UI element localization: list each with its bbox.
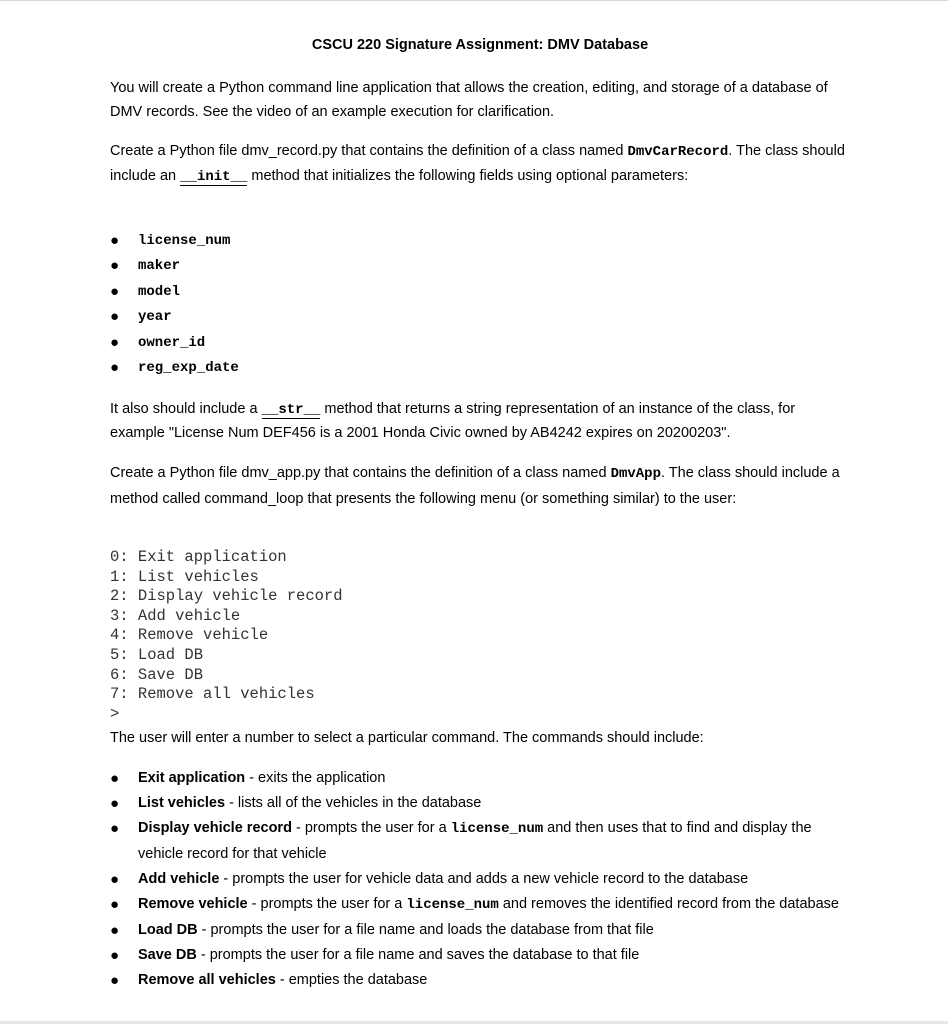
menu-line: 3: Add vehicle	[110, 606, 241, 625]
menu-line: 6: Save DB	[110, 665, 204, 684]
app-text-pre: Create a Python file dmv_app.py that contains the definition of a class named	[110, 465, 611, 481]
field-item	[110, 330, 850, 355]
field-item	[110, 279, 850, 304]
intro-paragraph: You will create a Python command line application that allows the creation, editing, and storage of a database of DMV records. See the video of an example execution for clarification.	[110, 80, 828, 120]
fields-list	[110, 228, 850, 380]
menu-line: 2: Display vehicle record	[110, 587, 343, 606]
page-title: CSCU 220 Signature Assignment: DMV Database	[311, 37, 649, 53]
command-item	[110, 892, 850, 918]
command-item	[110, 943, 850, 968]
page-top-border	[0, 0, 948, 1]
field-item	[110, 253, 850, 278]
command-item	[110, 766, 850, 791]
command-name: Load DB	[138, 922, 198, 938]
menu-line: 7: Remove all vehicles	[110, 685, 315, 704]
str-text-post: method that returns a string representation of an instance of the class, for example "License Num DEF456 is a 2001 Honda Civic owned by AB4242 expires on 20200203".	[110, 401, 796, 441]
menu-code-block	[110, 548, 343, 724]
command-desc-cont: and removes the identified record from the database	[498, 896, 839, 912]
command-name: Save DB	[138, 947, 197, 963]
bullet-icon: ●	[110, 257, 120, 275]
str-text-pre: It also should include a	[110, 401, 262, 417]
record-text-pre: Create a Python file dmv_record.py that contains the definition of a class named	[110, 143, 628, 159]
str-method-token: __str__	[261, 402, 321, 418]
record-text-post: method that initializes the following fields using optional parameters:	[247, 168, 689, 184]
menu-prompt: >	[110, 704, 120, 723]
bullet-icon: ●	[110, 947, 120, 964]
record-text-mid: . The class should include an	[110, 143, 845, 184]
field-name: license_num	[138, 233, 231, 249]
command-desc-cont: and then uses that to find and display the vehicle record for that vehicle	[138, 820, 812, 862]
bullet-icon: ●	[110, 795, 120, 812]
app-text-post: . The class should include a method called command_loop that presents the following menu (or something similar) to the user:	[110, 465, 840, 507]
command-desc: - prompts the user for a	[291, 820, 451, 836]
bullet-icon: ●	[110, 820, 120, 837]
commands-list	[110, 766, 850, 993]
bullet-icon: ●	[110, 358, 120, 376]
field-name: model	[138, 283, 181, 300]
field-name: owner_id	[138, 334, 206, 351]
bullet-icon: ●	[110, 922, 120, 939]
command-desc: - prompts the user for vehicle data and adds a new vehicle record to the database	[219, 871, 749, 887]
command-desc: - prompts the user for a file name and loads the database from that file	[197, 922, 654, 938]
command-desc: - exits the application	[245, 770, 386, 786]
bullet-icon: ●	[110, 972, 120, 989]
field-item	[110, 304, 850, 329]
menu-line: 5: Load DB	[110, 645, 204, 664]
command-desc: - lists all of the vehicles in the database	[225, 795, 482, 811]
command-name: Exit application	[138, 770, 246, 786]
bullet-icon: ●	[110, 333, 120, 351]
field-name: year	[138, 309, 172, 326]
command-name: Add vehicle	[138, 871, 220, 887]
command-name: List vehicles	[138, 795, 226, 811]
bullet-icon: ●	[110, 308, 120, 326]
field-item	[110, 228, 850, 253]
command-item	[110, 816, 850, 867]
str-paragraph	[110, 397, 850, 445]
command-desc: - empties the database	[275, 972, 428, 988]
command-name: Remove all vehicles	[138, 972, 276, 988]
bullet-icon: ●	[110, 232, 120, 249]
command-item	[110, 791, 850, 816]
command-desc: - prompts the user for a file name and saves the database to that file	[196, 947, 640, 963]
command-desc: - prompts the user for a	[247, 896, 407, 912]
record-paragraph	[110, 139, 850, 188]
app-paragraph	[110, 461, 850, 511]
field-name: reg_exp_date	[138, 359, 239, 376]
field-item	[110, 355, 850, 380]
menu-line: 0: Exit application	[110, 548, 287, 566]
menu-line: 1: List vehicles	[110, 567, 259, 586]
record-class-name: DmvCarRecord	[627, 144, 729, 160]
command-item	[110, 918, 850, 943]
bullet-icon: ●	[110, 896, 120, 913]
field-name: maker	[138, 258, 181, 275]
command-name: Remove vehicle	[138, 896, 248, 912]
command-item	[110, 867, 850, 892]
commands-intro: The user will enter a number to select a particular command. The commands should include:	[110, 730, 704, 746]
init-method-token: __init__	[180, 169, 248, 185]
app-class-name: DmvApp	[610, 466, 661, 482]
command-code: license_num	[406, 897, 499, 913]
bullet-icon: ●	[110, 282, 120, 300]
bullet-icon: ●	[110, 871, 120, 888]
bullet-icon: ●	[110, 770, 120, 787]
command-name: Display vehicle record	[138, 820, 292, 836]
menu-line: 4: Remove vehicle	[110, 626, 269, 645]
command-item	[110, 968, 850, 993]
command-code: license_num	[450, 821, 544, 837]
